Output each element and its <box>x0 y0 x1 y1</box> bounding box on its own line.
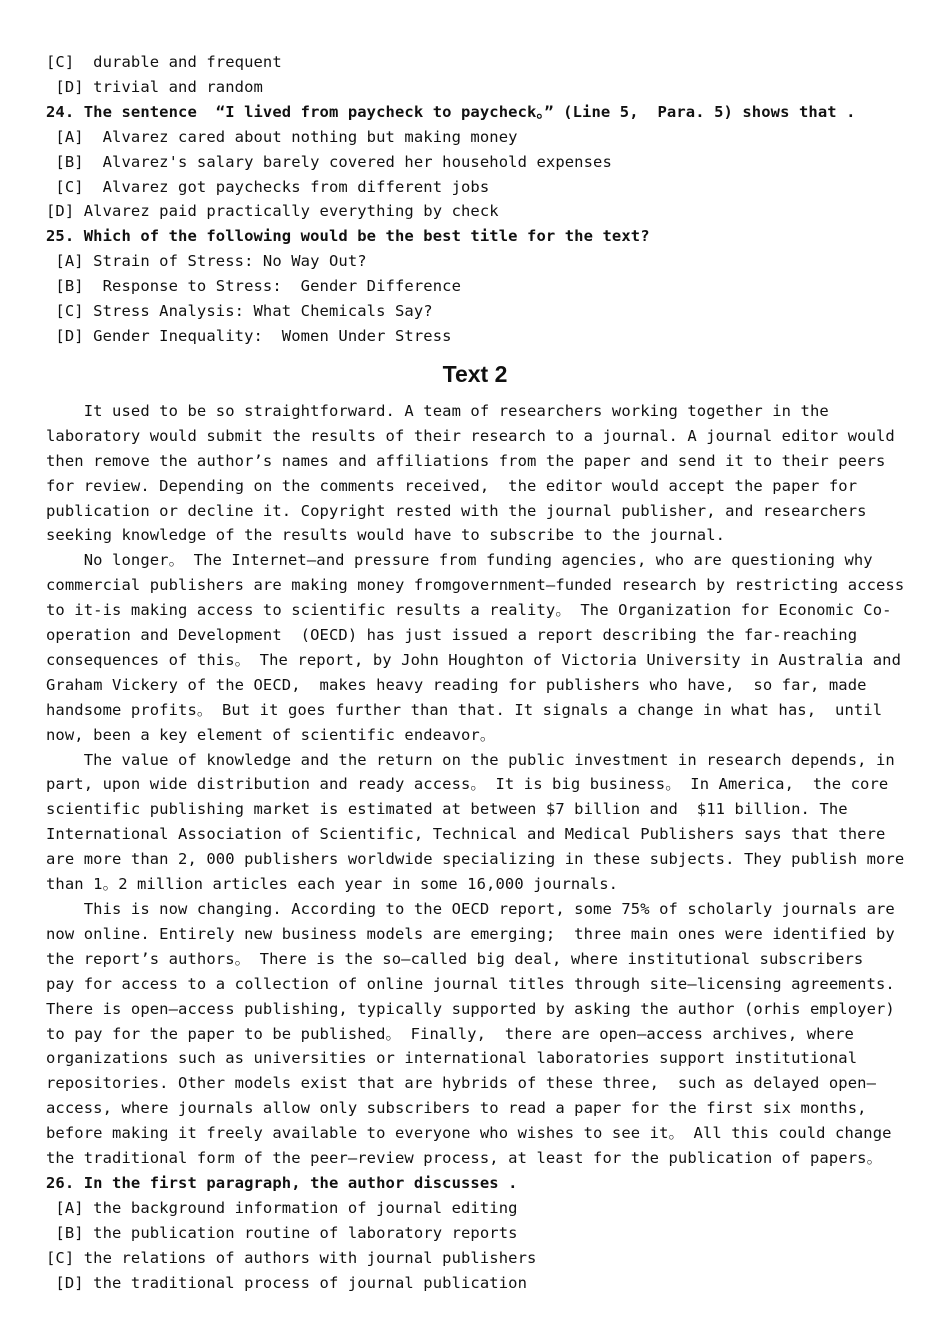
option-c: [C] the relations of authors with journal publishers <box>46 1248 537 1267</box>
paragraph-line: then remove the author’s names and affiliations from the paper and send it to their peers <box>46 451 886 470</box>
paragraph-line: handsome profits。 But it goes further than that. It signals a change in what has, until <box>46 700 883 719</box>
paragraph-line: publication or decline it. Copyright rested with the journal publisher, and researchers <box>46 501 867 520</box>
option-b: [B] Alvarez's salary barely covered her household expenses <box>46 152 612 171</box>
option-b: [B] the publication routine of laboratory reports <box>46 1223 518 1242</box>
option-d: [D] Alvarez paid practically everything by check <box>46 202 499 221</box>
option-c: [C] durable and frequent <box>46 53 282 71</box>
paragraph-line: than 1。2 million articles each year in some 16,000 journals. <box>46 875 619 894</box>
question-24 <box>46 100 906 225</box>
option-d: [D] Gender Inequality: Women Under Stress <box>46 326 452 345</box>
paragraph-line: scientific publishing market is estimated at between $7 billion and $11 billion. The <box>46 800 848 819</box>
paragraph-line: There is open—access publishing, typically supported by asking the author (orhis employer) <box>46 999 895 1018</box>
paragraph-line: the traditional form of the peer—review process, at least for the publication of papers。 <box>46 1149 883 1168</box>
paragraph-line: commercial publishers are making money fromgovernment–funded research by restricting access <box>46 576 905 595</box>
question-26-prompt: 26. In the first paragraph, the author discusses . <box>46 1173 518 1192</box>
paragraph-line: No longer。 The Internet—and pressure from funding agencies, who are questioning why <box>46 551 873 570</box>
paragraph-line: Graham Vickery of the OECD, makes heavy reading for publishers who have, so far, made <box>46 675 867 694</box>
paragraph-2 <box>46 548 906 747</box>
paragraph-line: now, been a key element of scientific endeavor。 <box>46 725 496 744</box>
paragraph-line: are more than 2, 000 publishers worldwide specializing in these subjects. They publish more <box>46 850 905 869</box>
paragraph-line: seeking knowledge of the results would have to subscribe to the journal. <box>46 526 726 545</box>
paragraph-4 <box>46 897 906 1171</box>
option-d: [D] the traditional process of journal publication <box>46 1273 528 1292</box>
paragraph-line: The value of knowledge and the return on the public investment in research depends, in <box>46 750 895 769</box>
paragraph-line: This is now changing. According to the OECD report, some 75% of scholarly journals are <box>46 900 895 918</box>
paragraph-line: organizations such as universities or international laboratories support institutional <box>46 1049 858 1068</box>
section-heading-text-2: Text 2 <box>442 360 508 387</box>
question-25 <box>46 224 906 349</box>
paragraph-line: International Association of Scientific, Technical and Medical Publishers says that there <box>46 825 886 844</box>
paragraph-line: repositories. Other models exist that are hybrids of these three, such as delayed open— <box>46 1074 876 1093</box>
option-a: [A] Alvarez cared about nothing but making money <box>46 127 518 146</box>
paragraph-line: laboratory would submit the results of their research to a journal. A journal editor would <box>46 426 895 445</box>
paragraph-line: for review. Depending on the comments received, the editor would accept the paper for <box>46 476 858 495</box>
option-d: [D] trivial and random <box>46 77 263 96</box>
paragraph-line: access, where journals allow only subscribers to read a paper for the first six months, <box>46 1099 867 1118</box>
paragraph-line: to pay for the paper to be published。 Finally, there are open—access archives, where <box>46 1024 854 1043</box>
paragraph-line: before making it freely available to everyone who wishes to see it。 All this could change <box>46 1124 892 1143</box>
option-a: [A] the background information of journal editing <box>46 1198 518 1217</box>
question-24-prompt: 24. The sentence “I lived from paycheck to paycheck。” (Line 5, Para. 5) shows that . <box>46 102 856 121</box>
paragraph-line: operation and Development (OECD) has just issued a report describing the far-reaching <box>46 626 858 645</box>
paragraph-line: now online. Entirely new business models are emerging; three main ones were identified by <box>46 924 895 943</box>
option-a: [A] Strain of Stress: No Way Out? <box>46 252 367 271</box>
paragraph-line: pay for access to a collection of online journal titles through site—licensing agreements. <box>46 974 895 993</box>
paragraph-line: consequences of this。 The report, by John Houghton of Victoria University in Australia and <box>46 650 902 669</box>
option-c: [C] Alvarez got paychecks from different jobs <box>46 177 490 196</box>
paragraph-line: to it-is making access to scientific results a reality。 The Organization for Economic Co- <box>46 601 892 620</box>
paragraph-line: part, upon wide distribution and ready access。 It is big business。 In America, the core <box>46 775 889 794</box>
paragraph-line: the report’s authors。 There is the so—called big deal, where institutional subscribers <box>46 949 864 968</box>
question-23-options <box>46 50 906 100</box>
option-c: [C] Stress Analysis: What Chemicals Say? <box>46 302 433 321</box>
question-25-prompt: 25. Which of the following would be the best title for the text? <box>46 227 650 246</box>
passage-text-2 <box>46 399 906 1171</box>
question-26 <box>46 1171 906 1296</box>
exam-page <box>46 50 906 1296</box>
option-b: [B] Response to Stress: Gender Difference <box>46 277 461 296</box>
paragraph-line: It used to be so straightforward. A team of researchers working together in the <box>46 401 829 420</box>
paragraph-1 <box>46 399 906 548</box>
paragraph-3 <box>46 748 906 897</box>
